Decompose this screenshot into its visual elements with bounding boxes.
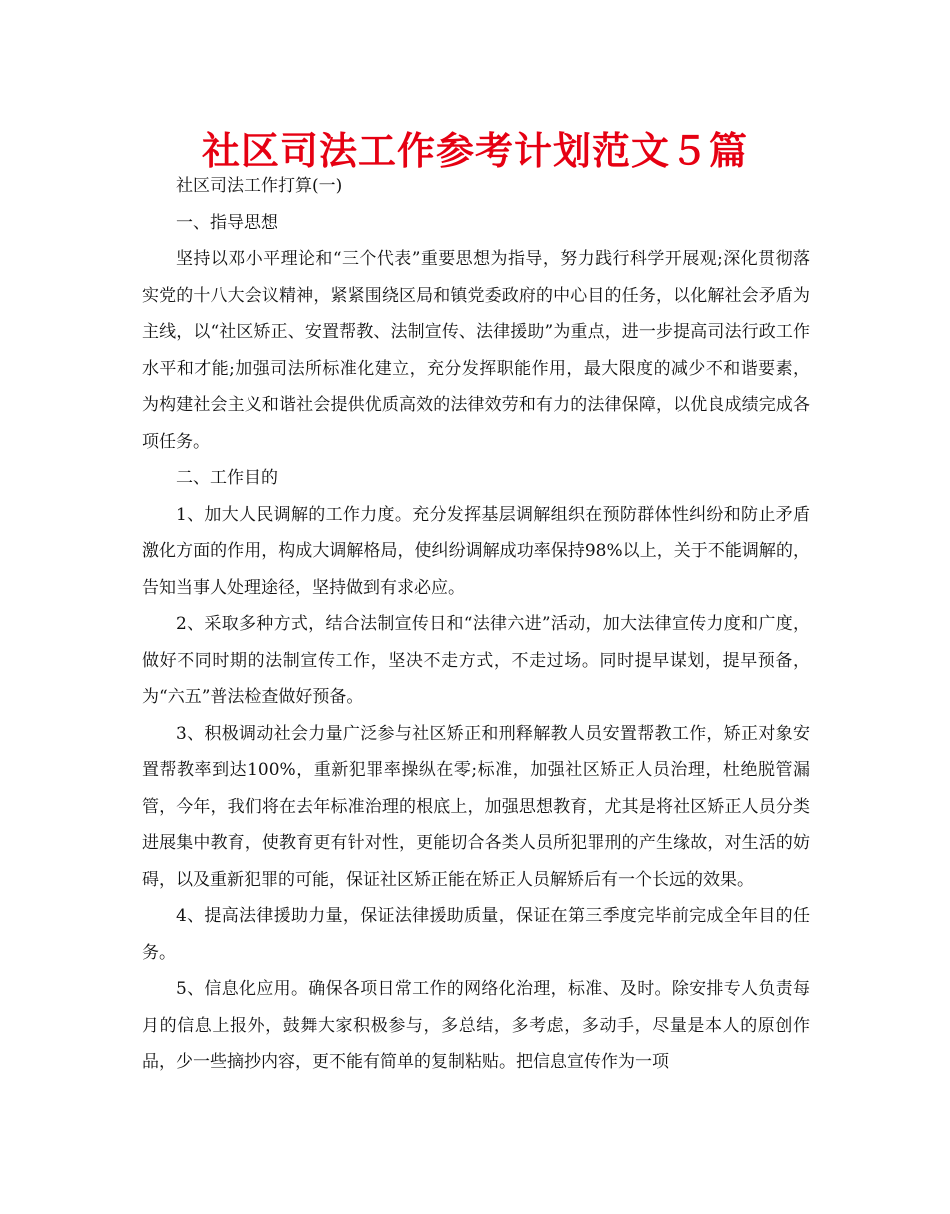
section-heading-work-goals: 二、工作目的 xyxy=(176,468,278,488)
document-title: 社区司法工作参考计划范文５篇 xyxy=(201,129,748,173)
document-body xyxy=(142,168,810,1081)
document-subtitle: 社区司法工作打算(一) xyxy=(176,176,343,196)
paragraph-item-2: 2、采取多种方式，结合法制宣传日和“法律六进”活动，加大法律宣传力度和广度，做好不同时期的法制宣传工作，坚决不走方式，不走过场。同时提早谋划，提早预备，为“六五”普法检查做好预备。 xyxy=(142,614,810,707)
paragraph-item-4: 4、提高法律援助力量，保证法律援助质量，保证在第三季度完毕前完成全年目的任务。 xyxy=(142,906,810,963)
paragraph-guiding-ideology: 坚持以邓小平理论和“三个代表”重要思想为指导，努力践行科学开展观;深化贯彻落实党的十八大会议精神，紧紧围绕区局和镇党委政府的中心目的任务，以化解社会矛盾为主线，以“社区矫正、安置帮教、法制宣传、法律援助”为重点，进一步提高司法行政工作水平和才能;加强司法所标准化建立，充分发挥职能作用，最大限度的减少不和谐要素，为构建社会主义和谐社会提供优质高效的法律效劳和有力的法律保障，以优良成绩完成各项任务。 xyxy=(142,249,810,452)
paragraph-item-5: 5、信息化应用。确保各项日常工作的网络化治理，标准、及时。除安排专人负责每月的信息上报外，鼓舞大家积极参与，多总结，多考虑，多动手，尽量是本人的原创作品，少一些摘抄内容，更不能有简单的复制粘贴。把信息宣传作为一项 xyxy=(142,979,810,1072)
paragraph-item-1: 1、加大人民调解的工作力度。充分发挥基层调解组织在预防群体性纠纷和防止矛盾激化方面的作用，构成大调解格局，使纠纷调解成功率保持98%以上，关于不能调解的，告知当事人处理途径，坚持做到有求必应。 xyxy=(142,504,810,598)
section-heading-guiding-ideology: 一、指导思想 xyxy=(176,212,278,233)
paragraph-item-3: 3、积极调动社会力量广泛参与社区矫正和刑释解教人员安置帮教工作，矫正对象安置帮教率到达100%，重新犯罪率操纵在零;标准，加强社区矫正人员治理，杜绝脱管漏管，今年，我们将在去年标准治理的根底上，加强思想教育，尤其是将社区矫正人员分类进展集中教育，使教育更有针对性，更能切合各类人员所犯罪刑的产生缘故，对生活的妨碍，以及重新犯罪的可能，保证社区矫正能在矫正人员解矫后有一个长远的效果。 xyxy=(142,723,810,890)
